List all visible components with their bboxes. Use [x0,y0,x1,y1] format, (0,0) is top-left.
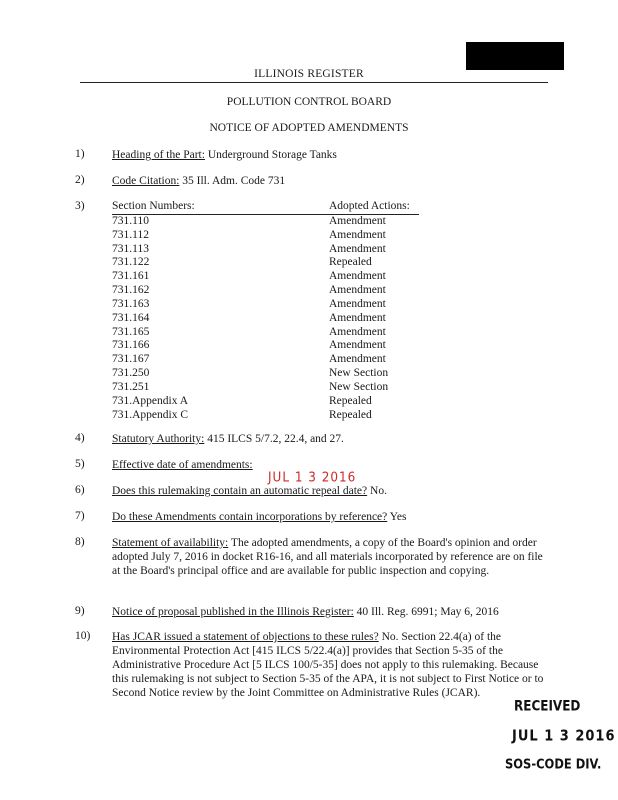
section-number: 731.167 [112,353,150,366]
section-actions-table [112,200,419,423]
adopted-action: Amendment [329,242,386,255]
table-row [112,367,419,381]
table-row [112,312,419,326]
item-number: 9) [75,605,85,617]
table-row [112,284,419,298]
redaction-box [466,42,564,70]
item-incorporations [112,510,552,524]
table-row [112,339,419,353]
adopted-action: Amendment [329,311,386,324]
adopted-action: New Section [329,367,389,380]
table-row [112,353,419,367]
received-stamp: RECEIVED [514,698,581,715]
item-label: Heading of the Part: [112,149,205,161]
item-label: Effective date of amendments: [112,459,253,471]
item-notice-of-proposal [112,605,552,619]
item-label: Notice of proposal published in the Illinois Register: [112,606,354,618]
office-stamp: SOS-CODE DIV. [505,756,602,773]
adopted-action: Amendment [329,270,386,283]
item-jcar-objections [112,630,552,700]
notice-title: NOTICE OF ADOPTED AMENDMENTS [209,122,409,134]
item-automatic-repeal [112,484,552,498]
item-text: Underground Storage Tanks [204,149,337,161]
item-statement-of-availability [112,536,552,578]
item-number: 8) [75,536,85,548]
section-number: 731.Appendix C [112,408,189,421]
section-number: 731.112 [112,228,149,241]
item-label: Do these Amendments contain incorporations by reference? [112,511,388,523]
item-label: Statutory Authority: [112,433,205,445]
board-name: POLLUTION CONTROL BOARD [226,96,392,108]
adopted-action: Amendment [329,353,386,366]
item-text: The adopted amendments, a copy of the Board's opinion and order adopted July 7, 2016 in docket R16-16, and all materials incorporated by reference are on file at the Board's principal office and are available for public inspection and copying. [112,537,543,577]
item-statutory-authority [112,432,552,446]
item-text: 415 ILCS 5/7.2, 22.4, and 27. [204,433,344,445]
section-number: 731.161 [112,270,150,283]
item-number: 6) [75,484,85,496]
adopted-action: Repealed [329,408,372,421]
section-number: 731.122 [112,256,150,269]
item-number: 4) [75,432,85,444]
section-number: 731.250 [112,367,150,380]
item-label: Has JCAR issued a statement of objections to these rules? [112,631,379,643]
adopted-action: Amendment [329,297,386,310]
item-label: Code Citation: [112,175,180,187]
section-number: 731.165 [112,325,150,338]
item-text: Yes [387,511,407,523]
item-number: 7) [75,510,85,522]
received-date-stamp: JUL 1 3 2016 [512,728,616,746]
item-label: Statement of availability: [112,537,229,549]
section-number: 731.164 [112,311,150,324]
table-row [112,243,419,257]
item-number: 2) [75,174,85,186]
adopted-action: New Section [329,380,389,393]
item-text: 40 Ill. Reg. 6991; May 6, 2016 [353,606,499,618]
adopted-action: Repealed [329,394,372,407]
item-number: 1) [75,148,85,160]
adopted-action: Amendment [329,339,386,352]
section-number: 731.113 [112,242,149,255]
table-row [112,270,419,284]
item-number: 10) [75,630,91,642]
item-text: No. [367,485,387,497]
item-code-citation [112,174,552,188]
header-rule [80,82,548,83]
item-text: 35 Ill. Adm. Code 731 [179,175,286,187]
adopted-action: Amendment [329,228,386,241]
section-number: 731.166 [112,339,150,352]
section-numbers-header: Section Numbers: [112,200,329,214]
table-row [112,229,419,243]
adopted-action: Amendment [329,325,386,338]
adopted-action: Amendment [329,214,386,227]
table-header-row [112,200,419,214]
adopted-action: Repealed [329,256,372,269]
table-row [112,298,419,312]
effective-date-stamp: JUL 1 3 2016 [268,469,357,485]
adopted-actions-header: Adopted Actions: [329,200,419,214]
section-number: 731.110 [112,214,149,227]
table-row [112,214,419,228]
table-row [112,381,419,395]
table-row [112,409,419,423]
item-number: 3) [75,200,85,212]
section-number: 731.163 [112,297,150,310]
register-title: ILLINOIS REGISTER [254,68,364,80]
table-row [112,256,419,270]
item-number: 5) [75,458,85,470]
item-text: No. Section 22.4(a) of the Environmental Protection Act [415 ILCS 5/22.4(a)] provides that Section 5-35 of the Administrative Procedure Act [5 ILCS 100/5-35] does not apply to this rulemaking. Because this rulemaking is not subject to Section 5-35 of the APA, it is not subject to First Notice or to Second Notice review by the Joint Committee on Administrative Rules (JCAR). [112,631,544,699]
table-row [112,326,419,340]
section-number: 731.Appendix A [112,394,189,407]
table-row [112,395,419,409]
adopted-action: Amendment [329,284,386,297]
section-number: 731.162 [112,284,150,297]
section-number: 731.251 [112,380,150,393]
item-label: Does this rulemaking contain an automatic repeal date? [112,485,368,497]
item-heading-of-part [112,148,552,162]
